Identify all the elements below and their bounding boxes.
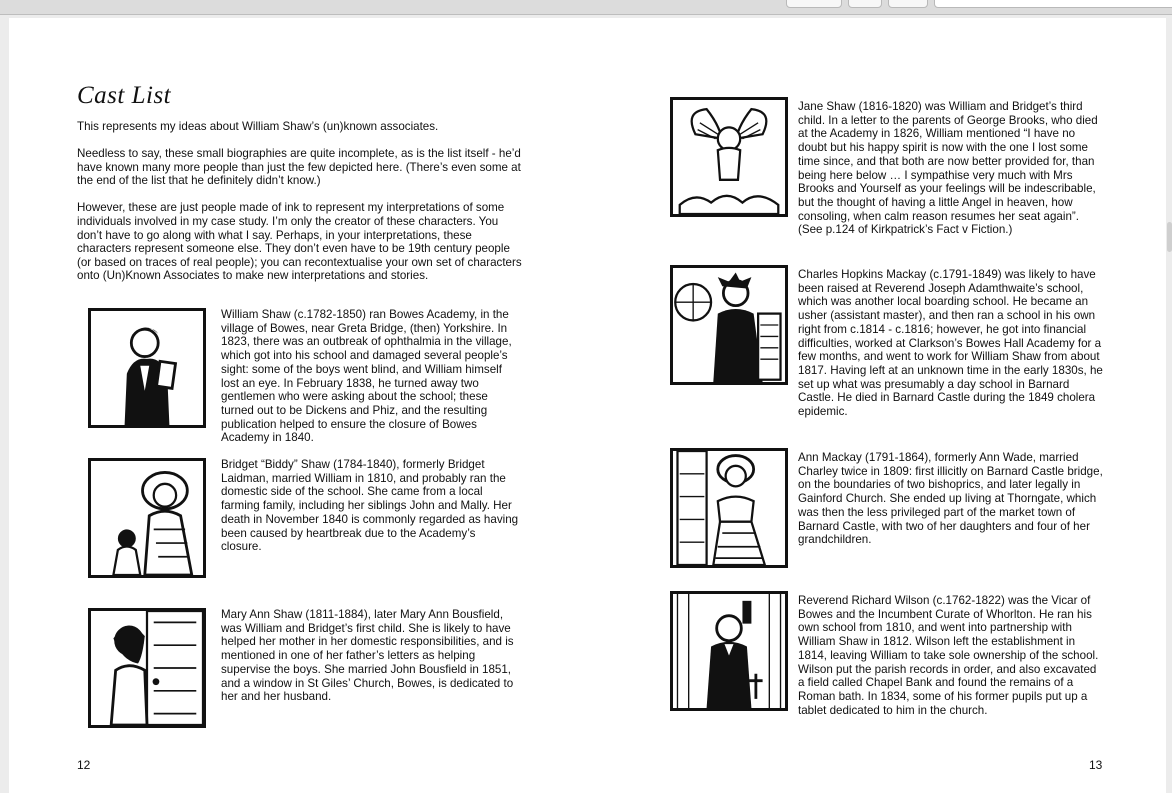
cast-entry — [88, 458, 519, 578]
cast-entry — [88, 308, 519, 445]
cast-bio: Reverend Richard Wilson (c.1762-1822) was the Vicar of Bowes and the Incumbent Curate of Whorlton. He ran his own school from 1810, and went into partnership with William Shaw in 1812. Wilson left the establishment in 1814, leaving William to take sole ownership of the school. Wilson put the parish records in order, and also excavated a field called Chapel Bank and found the remains of a Roman bath. In 1834, some of his former pupils put up a tablet dedicated to him in the church. — [798, 594, 1099, 717]
vicar-portrait — [670, 591, 788, 711]
lady-in-bonnet-portrait — [670, 448, 788, 568]
intro-text — [77, 120, 523, 296]
intro-paragraph: This represents my ideas about William Shaw’s (un)known associates. — [77, 120, 439, 133]
cast-entry — [670, 591, 1104, 717]
page-number-left: 12 — [77, 758, 91, 772]
page-title: Cast List — [77, 82, 172, 109]
annotate-button[interactable] — [888, 0, 928, 8]
cast-bio: William Shaw (c.1782-1850) ran Bowes Academy, in the village of Bowes, near Greta Bridge, (then) Yorkshire. In 1823, there was an outbreak of ophthalmia in the village, which got into his school and damaged several people’s sight: some of the boys went blind, and William himself lost an eye. In February 1838, he turned away two gentlemen who were asking about the school; these turned out to be Dickens and Phiz, and the resulting publication helped to ensure the closure of Bowes Academy in 1840. — [221, 308, 512, 445]
search-input[interactable] — [934, 0, 1172, 8]
cast-entry — [88, 608, 519, 728]
share-button[interactable] — [848, 0, 882, 8]
page-number-right: 13 — [1089, 758, 1103, 772]
man-holding-tablet-portrait — [88, 308, 206, 428]
cast-bio: Jane Shaw (1816-1820) was William and Bridget’s third child. In a letter to the parents of George Brooks, who died at the Academy in 1826, William mentioned “I have no doubt but his happy spirit is now with the one I lost some time since, and that both are now better provided for, than being here below … I sympathise very much with Mrs Brooks and Yourself as your feelings will be indescribable, but the thought of having a little Angel in heaven, how consoling, when calm reason resumes her seat again”. (See p.124 of Kirkpatrick’s Fact v Fiction.) — [798, 100, 1098, 237]
cast-entry — [670, 97, 1104, 237]
winged-cherub-portrait — [670, 97, 788, 217]
cast-bio: Charles Hopkins Mackay (c.1791-1849) was likely to have been raised at Reverend Joseph Adamthwaite’s school, which was another local boarding school. He became an usher (assistant master), and then ran a school in his own right from c.1814 - c.1816; however, he got into financial difficulties, worked at Clarkson’s Bowes Hall Academy for a few months, and went to work for William Shaw from about 1817. Having left at an unknown time in the early 1830s, he set up what was presumably a day school in Barnard Castle. He died in Barnard Castle during the 1849 cholera epidemic. — [798, 268, 1103, 419]
cast-entry — [670, 448, 1104, 568]
cast-bio: Bridget “Biddy” Shaw (1784-1840), formerly Bridget Laidman, married William in 1810, and probably ran the domestic side of the school. She came from a local farming family, including her siblings John and Mally. Her death in November 1840 is commonly regarded as having been caused by heartbreak due to the Academy’s closure. — [221, 458, 519, 554]
schoolmaster-portrait — [670, 265, 788, 385]
cast-bio: Mary Ann Shaw (1811-1884), later Mary Ann Bousfield, was William and Bridget’s first child. She is likely to have helped her mother in her domestic responsibilities, and is mentioned in one of her father’s letters as helping supervise the boys. She married John Bousfield in 1851, and a window in St Giles’ Church, Bowes, is dedicated to her and her husband. — [221, 608, 514, 704]
cast-bio: Ann Mackay (1791-1864), formerly Ann Wade, married Charley twice in 1809: first illicitly on Barnard Castle bridge, on the boundaries of two bishoprics, and later legally in Gainford Church. She ended up living at Thorngate, which was then the less privileged part of the market town of Barnard Castle, with two of her daughters and four of her grandchildren. — [798, 451, 1103, 547]
scrollbar-thumb[interactable] — [1167, 222, 1172, 252]
document-spread — [9, 18, 1166, 793]
intro-paragraph: However, these are just people made of ink to represent my interpretations of some individuals involved in my case study. I’m only the creator of these characters. You don’t have to go along with what I say. Perhaps, in your interpretations, these characters represent someone else. They don’t even have to be 19th century people (or based on traces of real people); you can recontextualise your own set of characters onto (Un)Known Associates to make new interpretations and stories. — [77, 201, 522, 283]
girl-at-door-portrait — [88, 608, 206, 728]
woman-with-child-portrait — [88, 458, 206, 578]
view-mode-button[interactable] — [786, 0, 842, 8]
cast-entry — [670, 265, 1104, 419]
viewer-toolbar — [0, 0, 1172, 15]
intro-paragraph: Needless to say, these small biographies are quite incomplete, as is the list itself - he’d have known many more people than just the few depicted here. (There’s even some at the end of the list that he definitely didn’t know.) — [77, 147, 521, 188]
